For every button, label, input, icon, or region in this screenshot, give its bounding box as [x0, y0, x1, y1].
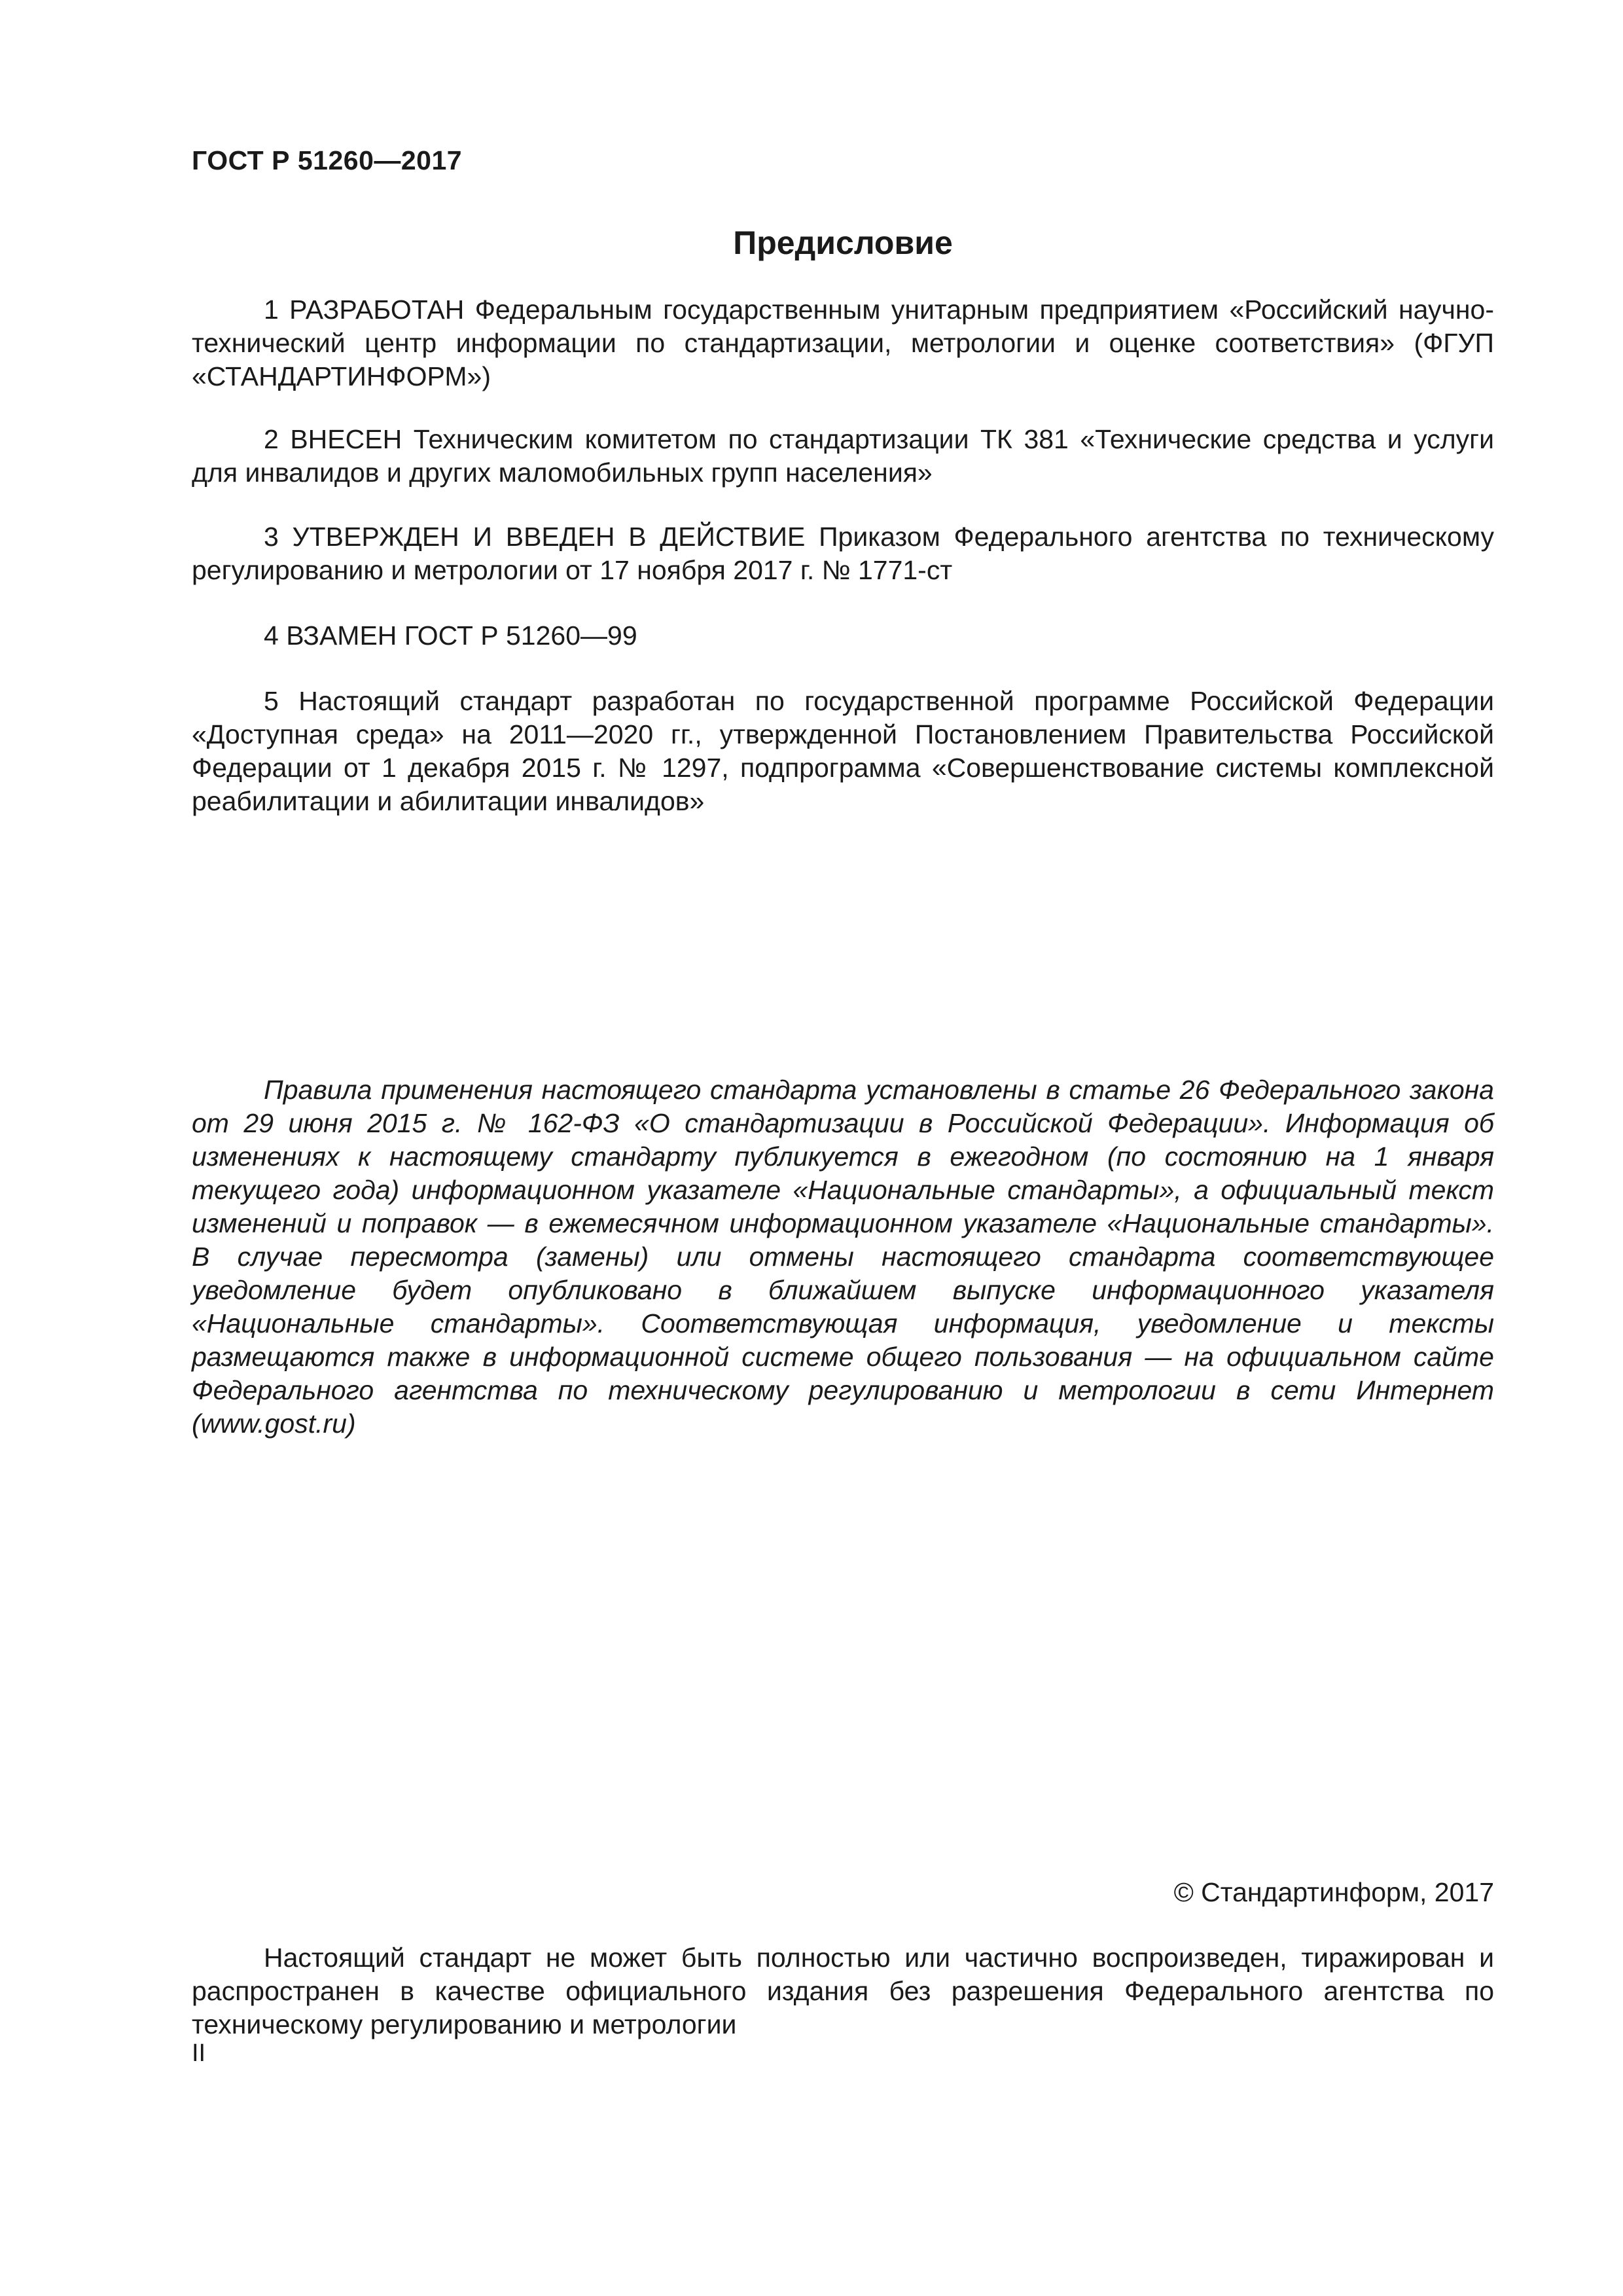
foreword-item-5: 5 Настоящий стандарт разработан по государственной программе Российской Федерации «Доступная среда» на 2011—2020 гг., утвержденной Постановлением Правительства Российской Федерации от 1 декабря 2015 г. № 1297, подпрограмма «Совершенствование системы комплексной реабилитации и абилитации инвалидов» — [192, 686, 1494, 816]
foreword-item-3: 3 УТВЕРЖДЕН И ВВЕДЕН В ДЕЙСТВИЕ Приказом Федерального агентства по техническому регулированию и метрологии от 17 ноября 2017 г. № 1771-ст — [192, 522, 1494, 585]
foreword-item-1: 1 РАЗРАБОТАН Федеральным государственным унитарным предприятием «Российский научно-технический центр информации по стандартизации, метрологии и оценке соответствия» (ФГУП «СТАНДАРТИНФОРМ») — [192, 295, 1494, 391]
page-number: II — [192, 2039, 206, 2067]
document-code-header: ГОСТ Р 51260—2017 — [192, 145, 463, 175]
application-rules-notice: Правила применения настоящего стандарта установлены в статье 26 Федерального закона от 29 июня 2015 г. № 162-ФЗ «О стандартизации в Российской Федерации». Информация об изменениях к настоящему стандарту публикуется в ежегодном (по состоянию на 1 января текущего года) информационном указателе «Национальные стандарты», а официальный текст изменений и поправок — в ежемесячном информационном указателе «Национальные стандарты». В случае пересмотра (замены) или отмены настоящего стандарта соответствующее уведомление будет опубликовано в ближайшем выпуске информационного указателя «Национальные стандарты». Соответствующая информация, уведомление и тексты размещаются также в информационной системе общего пользования — на официальном сайте Федерального агентства по техническому регулированию и метрологии в сети Интернет (www.gost.ru) — [192, 1075, 1494, 1439]
foreword-item-2: 2 ВНЕСЕН Техническим комитетом по стандартизации ТК 381 «Технические средства и услуги для инвалидов и других маломобильных групп населения» — [192, 424, 1494, 488]
foreword-item-4: 4 ВЗАМЕН ГОСТ Р 51260—99 — [264, 620, 637, 651]
reproduction-notice: Настоящий стандарт не может быть полностью или частично воспроизведен, тиражирован и распространен в качестве официального издания без разрешения Федерального агентства по техническому регулированию и метрологии — [192, 1943, 1494, 2039]
section-title: Предисловие — [733, 224, 953, 261]
copyright-line: © Стандартинформ, 2017 — [1173, 1877, 1494, 1907]
